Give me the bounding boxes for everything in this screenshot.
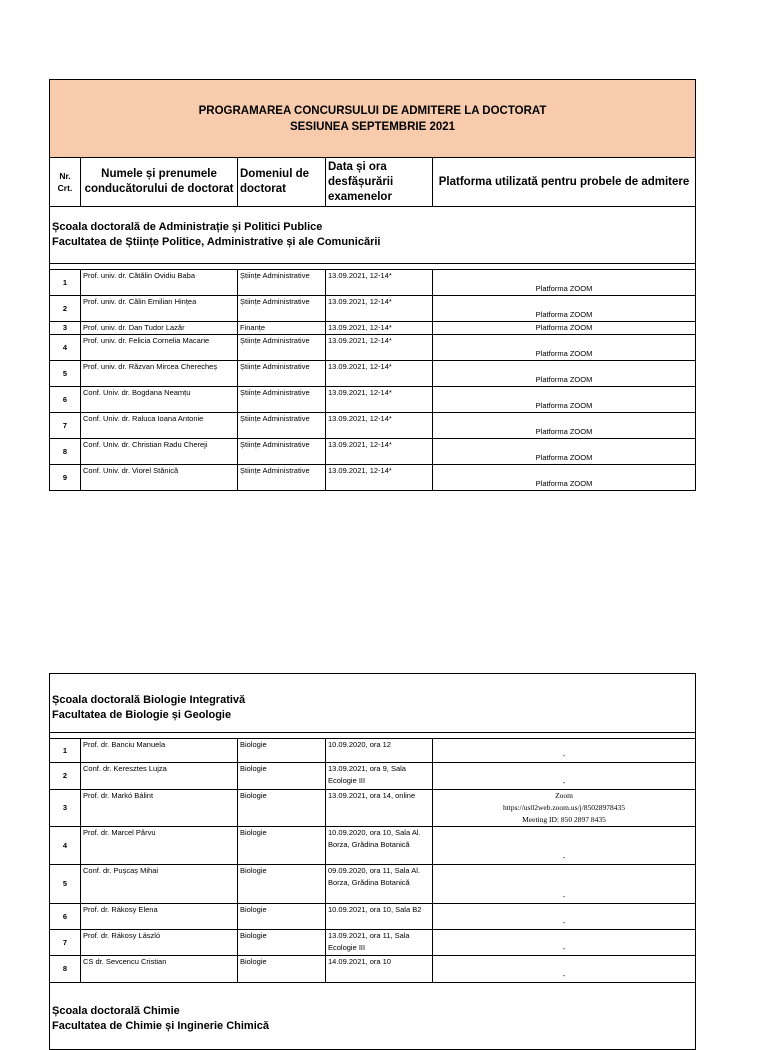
exam-date: 13.09.2021, 12-14* [326, 296, 433, 322]
table-row [50, 827, 696, 865]
faculty-name: Facultatea de Științe Politice, Administrative și ale Comunicării [52, 236, 381, 248]
doctoral-domain: Științe Administrative [238, 413, 326, 439]
supervisor-name: Prof. univ. dr. Dan Tudor Lazăr [81, 322, 238, 335]
exam-platform: Platforma ZOOM [433, 413, 696, 439]
header-domain: Domeniul de doctorat [238, 158, 326, 207]
exam-date: 13.09.2021, 12-14* [326, 270, 433, 296]
platform-url: https://us02web.zoom.us/j/85028978435 [502, 803, 626, 812]
table-row [50, 904, 696, 930]
table-row [50, 956, 696, 983]
exam-platform: - [433, 956, 696, 983]
exam-platform: Platforma ZOOM [433, 361, 696, 387]
exam-date: 10.09.2020, ora 12 [326, 739, 433, 763]
table-row [50, 296, 696, 322]
row-number: 6 [50, 387, 81, 413]
exam-platform: - [433, 827, 696, 865]
row-number: 5 [50, 865, 81, 904]
exam-platform: Platforma ZOOM [433, 387, 696, 413]
exam-platform: Platforma ZOOM [433, 335, 696, 361]
table-row [50, 865, 696, 904]
header-nr: Nr. Crt. [50, 158, 81, 207]
exam-date: 13.09.2021, 12-14* [326, 322, 433, 335]
exam-date: 13.09.2021, 12-14* [326, 361, 433, 387]
row-number: 9 [50, 465, 81, 491]
row-number: 6 [50, 904, 81, 930]
platform-meeting: Meeting ID: 850 2897 8435 [522, 815, 606, 824]
exam-platform [433, 790, 696, 827]
supervisor-name: Prof. univ. dr. Răzvan Mircea Cherecheș [81, 361, 238, 387]
faculty-name: Facultatea de Biologie și Geologie [52, 709, 232, 721]
doctoral-domain: Biologie [238, 763, 326, 790]
supervisor-name: Prof. univ. dr. Felicia Cornelia Macarie [81, 335, 238, 361]
section-heading [50, 207, 696, 264]
table-row [50, 270, 696, 296]
supervisor-name: Prof. dr. Rákosy László [81, 930, 238, 956]
supervisor-name: Prof. univ. dr. Călin Emilian Hințea [81, 296, 238, 322]
table-row [50, 763, 696, 790]
row-number: 1 [50, 739, 81, 763]
exam-date: 13.09.2021, ora 14, online [326, 790, 433, 827]
table-row [50, 739, 696, 763]
exam-date: 10.09.2021, ora 10, Sala B2 [326, 904, 433, 930]
doctoral-domain: Științe Administrative [238, 335, 326, 361]
table-row [50, 335, 696, 361]
supervisor-name: Prof. univ. dr. Cătălin Ovidiu Baba [81, 270, 238, 296]
supervisor-name: Conf. dr. Pușcaș Mihai [81, 865, 238, 904]
exam-date: 13.09.2021, 12-14* [326, 413, 433, 439]
table-row [50, 930, 696, 956]
doctoral-domain: Științe Administrative [238, 387, 326, 413]
table-row [50, 439, 696, 465]
doctoral-domain: Științe Administrative [238, 361, 326, 387]
row-number: 1 [50, 270, 81, 296]
supervisor-name: Conf. Univ. dr. Raluca Ioana Antonie [81, 413, 238, 439]
header-date: Data și ora desfășurării examenelor [326, 158, 433, 207]
supervisor-name: Prof. dr. Banciu Manuela [81, 739, 238, 763]
row-number: 7 [50, 413, 81, 439]
biology-schedule-table [49, 673, 695, 1050]
row-number: 2 [50, 763, 81, 790]
doctoral-domain: Biologie [238, 956, 326, 983]
section-heading [50, 674, 696, 733]
doctoral-domain: Biologie [238, 930, 326, 956]
supervisor-name: Prof. dr. Markó Bálint [81, 790, 238, 827]
doctoral-domain: Științe Administrative [238, 465, 326, 491]
exam-date: 09.09.2020, ora 11, Sala Al. Borza, Grădina Botanică [326, 865, 433, 904]
row-number: 3 [50, 322, 81, 335]
row-number: 8 [50, 439, 81, 465]
exam-date: 13.09.2021, ora 9, Sala Ecologie III [326, 763, 433, 790]
supervisor-name: Conf. Univ. dr. Viorel Stănică [81, 465, 238, 491]
doctoral-domain: Științe Administrative [238, 296, 326, 322]
section-heading [50, 983, 696, 1050]
exam-date: 13.09.2021, ora 11, Sala Ecologie III [326, 930, 433, 956]
title-line-2: SESIUNEA SEPTEMBRIE 2021 [289, 120, 456, 133]
doctoral-domain: Biologie [238, 790, 326, 827]
doctoral-domain: Științe Administrative [238, 270, 326, 296]
doctoral-domain: Finanțe [238, 322, 326, 335]
supervisor-name: Conf. Univ. dr. Bogdana Neamțu [81, 387, 238, 413]
exam-platform: Platforma ZOOM [433, 439, 696, 465]
exam-platform: Platforma ZOOM [433, 296, 696, 322]
school-name: Școala doctorală Biologie Integrativă [52, 694, 246, 706]
doctoral-domain: Biologie [238, 904, 326, 930]
exam-date: 13.09.2021, 12-14* [326, 465, 433, 491]
supervisor-name: Conf. dr. Keresztes Lujza [81, 763, 238, 790]
school-name: Școala doctorală de Administrație și Politici Publice [52, 221, 323, 233]
exam-platform: Platforma ZOOM [433, 270, 696, 296]
exam-platform: - [433, 930, 696, 956]
doctoral-domain: Biologie [238, 865, 326, 904]
doctoral-domain: Științe Administrative [238, 439, 326, 465]
table-row [50, 413, 696, 439]
doctoral-domain: Biologie [238, 739, 326, 763]
row-number: 4 [50, 335, 81, 361]
row-number: 8 [50, 956, 81, 983]
supervisor-name: CS dr. Sevcencu Cristian [81, 956, 238, 983]
row-number: 5 [50, 361, 81, 387]
exam-date: 13.09.2021, 12-14* [326, 387, 433, 413]
exam-platform: Platforma ZOOM [433, 465, 696, 491]
supervisor-name: Conf. Univ. dr. Christian Radu Chereji [81, 439, 238, 465]
table-row [50, 465, 696, 491]
exam-platform: Platforma ZOOM [433, 322, 696, 335]
admission-schedule-table [49, 79, 695, 491]
table-header-row [50, 158, 696, 207]
exam-date: 14.09.2021, ora 10 [326, 956, 433, 983]
row-number: 3 [50, 790, 81, 827]
table-row [50, 790, 696, 827]
exam-platform: - [433, 763, 696, 790]
header-platform: Platforma utilizată pentru probele de admitere [433, 158, 696, 207]
supervisor-name: Prof. dr. Marcel Pârvu [81, 827, 238, 865]
supervisor-name: Prof. dr. Rákosy Elena [81, 904, 238, 930]
exam-platform: - [433, 739, 696, 763]
row-number: 4 [50, 827, 81, 865]
exam-date: 10.09.2020, ora 10, Sala Al. Borza, Grădina Botanică [326, 827, 433, 865]
faculty-name: Facultatea de Chimie și Inginerie Chimică [52, 1020, 270, 1032]
exam-platform: - [433, 865, 696, 904]
row-number: 7 [50, 930, 81, 956]
table-row [50, 387, 696, 413]
platform-zoom: Zoom [555, 791, 573, 800]
table-row [50, 361, 696, 387]
exam-platform: - [433, 904, 696, 930]
exam-date: 13.09.2021, 12-14* [326, 335, 433, 361]
table-row [50, 322, 696, 335]
exam-date: 13.09.2021, 12-14* [326, 439, 433, 465]
document-title [50, 80, 696, 158]
row-number: 2 [50, 296, 81, 322]
doctoral-domain: Biologie [238, 827, 326, 865]
school-name: Școala doctorală Chimie [52, 1005, 180, 1017]
title-line-1: PROGRAMAREA CONCURSULUI DE ADMITERE LA DOCTORAT [198, 104, 547, 117]
header-name: Numele și prenumele conducătorului de doctorat [81, 158, 238, 207]
